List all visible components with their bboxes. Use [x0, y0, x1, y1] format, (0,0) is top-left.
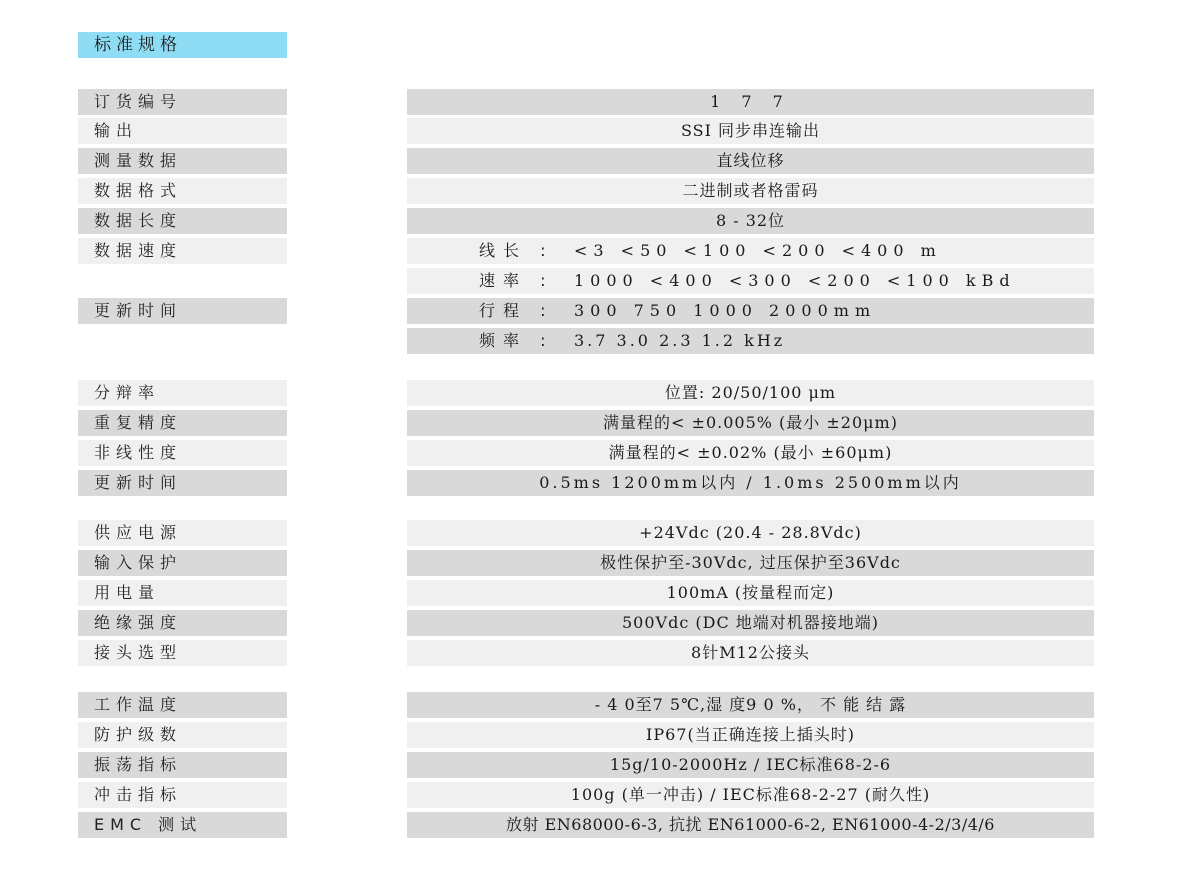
label-vibration: 振荡指标 [78, 752, 287, 778]
label-input-protection: 输入保护 [78, 550, 287, 576]
value-connector-type: 8针M12公接头 [407, 640, 1094, 666]
label-insulation-strength: 绝缘强度 [78, 610, 287, 636]
value-emc: 放射 EN68000-6-3, 抗扰 EN61000-6-2, EN61000-4-2/3/4/6 [407, 812, 1094, 838]
label-resolution: 分辩率 [78, 380, 287, 406]
frequency-values: 3.7 3.0 2.3 1.2 kHz [574, 331, 786, 350]
value-shock: 100g (单一冲击) / IEC标准68-2-27 (耐久性) [407, 782, 1094, 808]
label-connector-type: 接头选型 [78, 640, 287, 666]
label-emc: EMC 测试 [78, 812, 287, 838]
frequency-key: 频率 : [479, 331, 554, 350]
line-length-key: 线长 : [479, 241, 554, 260]
value-supply-power: +24Vdc (20.4 - 28.8Vdc) [407, 520, 1094, 546]
stroke-values: 300 750 1000 2000mm [574, 301, 877, 320]
value-protection-class: IP67(当正确连接上插头时) [407, 722, 1094, 748]
value-power-consumption: 100mA (按量程而定) [407, 580, 1094, 606]
value-order-code: 1 7 7 [407, 89, 1094, 115]
baud-rate-values: 1000 <400 <300 <200 <100 kBd [574, 271, 1016, 290]
value-line-length [407, 238, 1094, 264]
section-title: 标准规格 [78, 32, 287, 58]
value-repeatability: 满量程的< ±0.005% (最小 ±20μm) [407, 410, 1094, 436]
label-order-code: 订货编号 [78, 89, 287, 115]
label-update-time-2: 更新时间 [78, 470, 287, 496]
value-measured-data: 直线位移 [407, 148, 1094, 174]
label-protection-class: 防护级数 [78, 722, 287, 748]
label-measured-data: 测量数据 [78, 148, 287, 174]
label-data-speed: 数据速度 [78, 238, 287, 264]
label-operating-temp: 工作温度 [78, 692, 287, 718]
value-data-format: 二进制或者格雷码 [407, 178, 1094, 204]
value-stroke [407, 298, 1094, 324]
value-vibration: 15g/10-2000Hz / IEC标准68-2-6 [407, 752, 1094, 778]
label-supply-power: 供应电源 [78, 520, 287, 546]
label-shock: 冲击指标 [78, 782, 287, 808]
label-power-consumption: 用电量 [78, 580, 287, 606]
label-data-format: 数据格式 [78, 178, 287, 204]
value-resolution: 位置: 20/50/100 μm [407, 380, 1094, 406]
value-operating-temp: - 4 0至7 5℃,湿 度9 0 %， 不 能 结 露 [407, 692, 1094, 718]
value-baud-rate [407, 268, 1094, 294]
value-input-protection: 极性保护至-30Vdc, 过压保护至36Vdc [407, 550, 1094, 576]
value-nonlinearity: 满量程的< ±0.02% (最小 ±60μm) [407, 440, 1094, 466]
label-update-time-1: 更新时间 [78, 298, 287, 324]
label-output: 输出 [78, 118, 287, 144]
baud-rate-key: 速率 : [479, 271, 554, 290]
value-data-length: 8 - 32位 [407, 208, 1094, 234]
stroke-key: 行程 : [479, 301, 554, 320]
label-data-length: 数据长度 [78, 208, 287, 234]
label-nonlinearity: 非线性度 [78, 440, 287, 466]
value-update-time-2: 0.5ms 1200mm以内 / 1.0ms 2500mm以内 [407, 470, 1094, 496]
value-frequency [407, 328, 1094, 354]
line-length-values: <3 <50 <100 <200 <400 m [574, 241, 942, 260]
label-repeatability: 重复精度 [78, 410, 287, 436]
value-insulation-strength: 500Vdc (DC 地端对机器接地端) [407, 610, 1094, 636]
value-output: SSI 同步串连输出 [407, 118, 1094, 144]
